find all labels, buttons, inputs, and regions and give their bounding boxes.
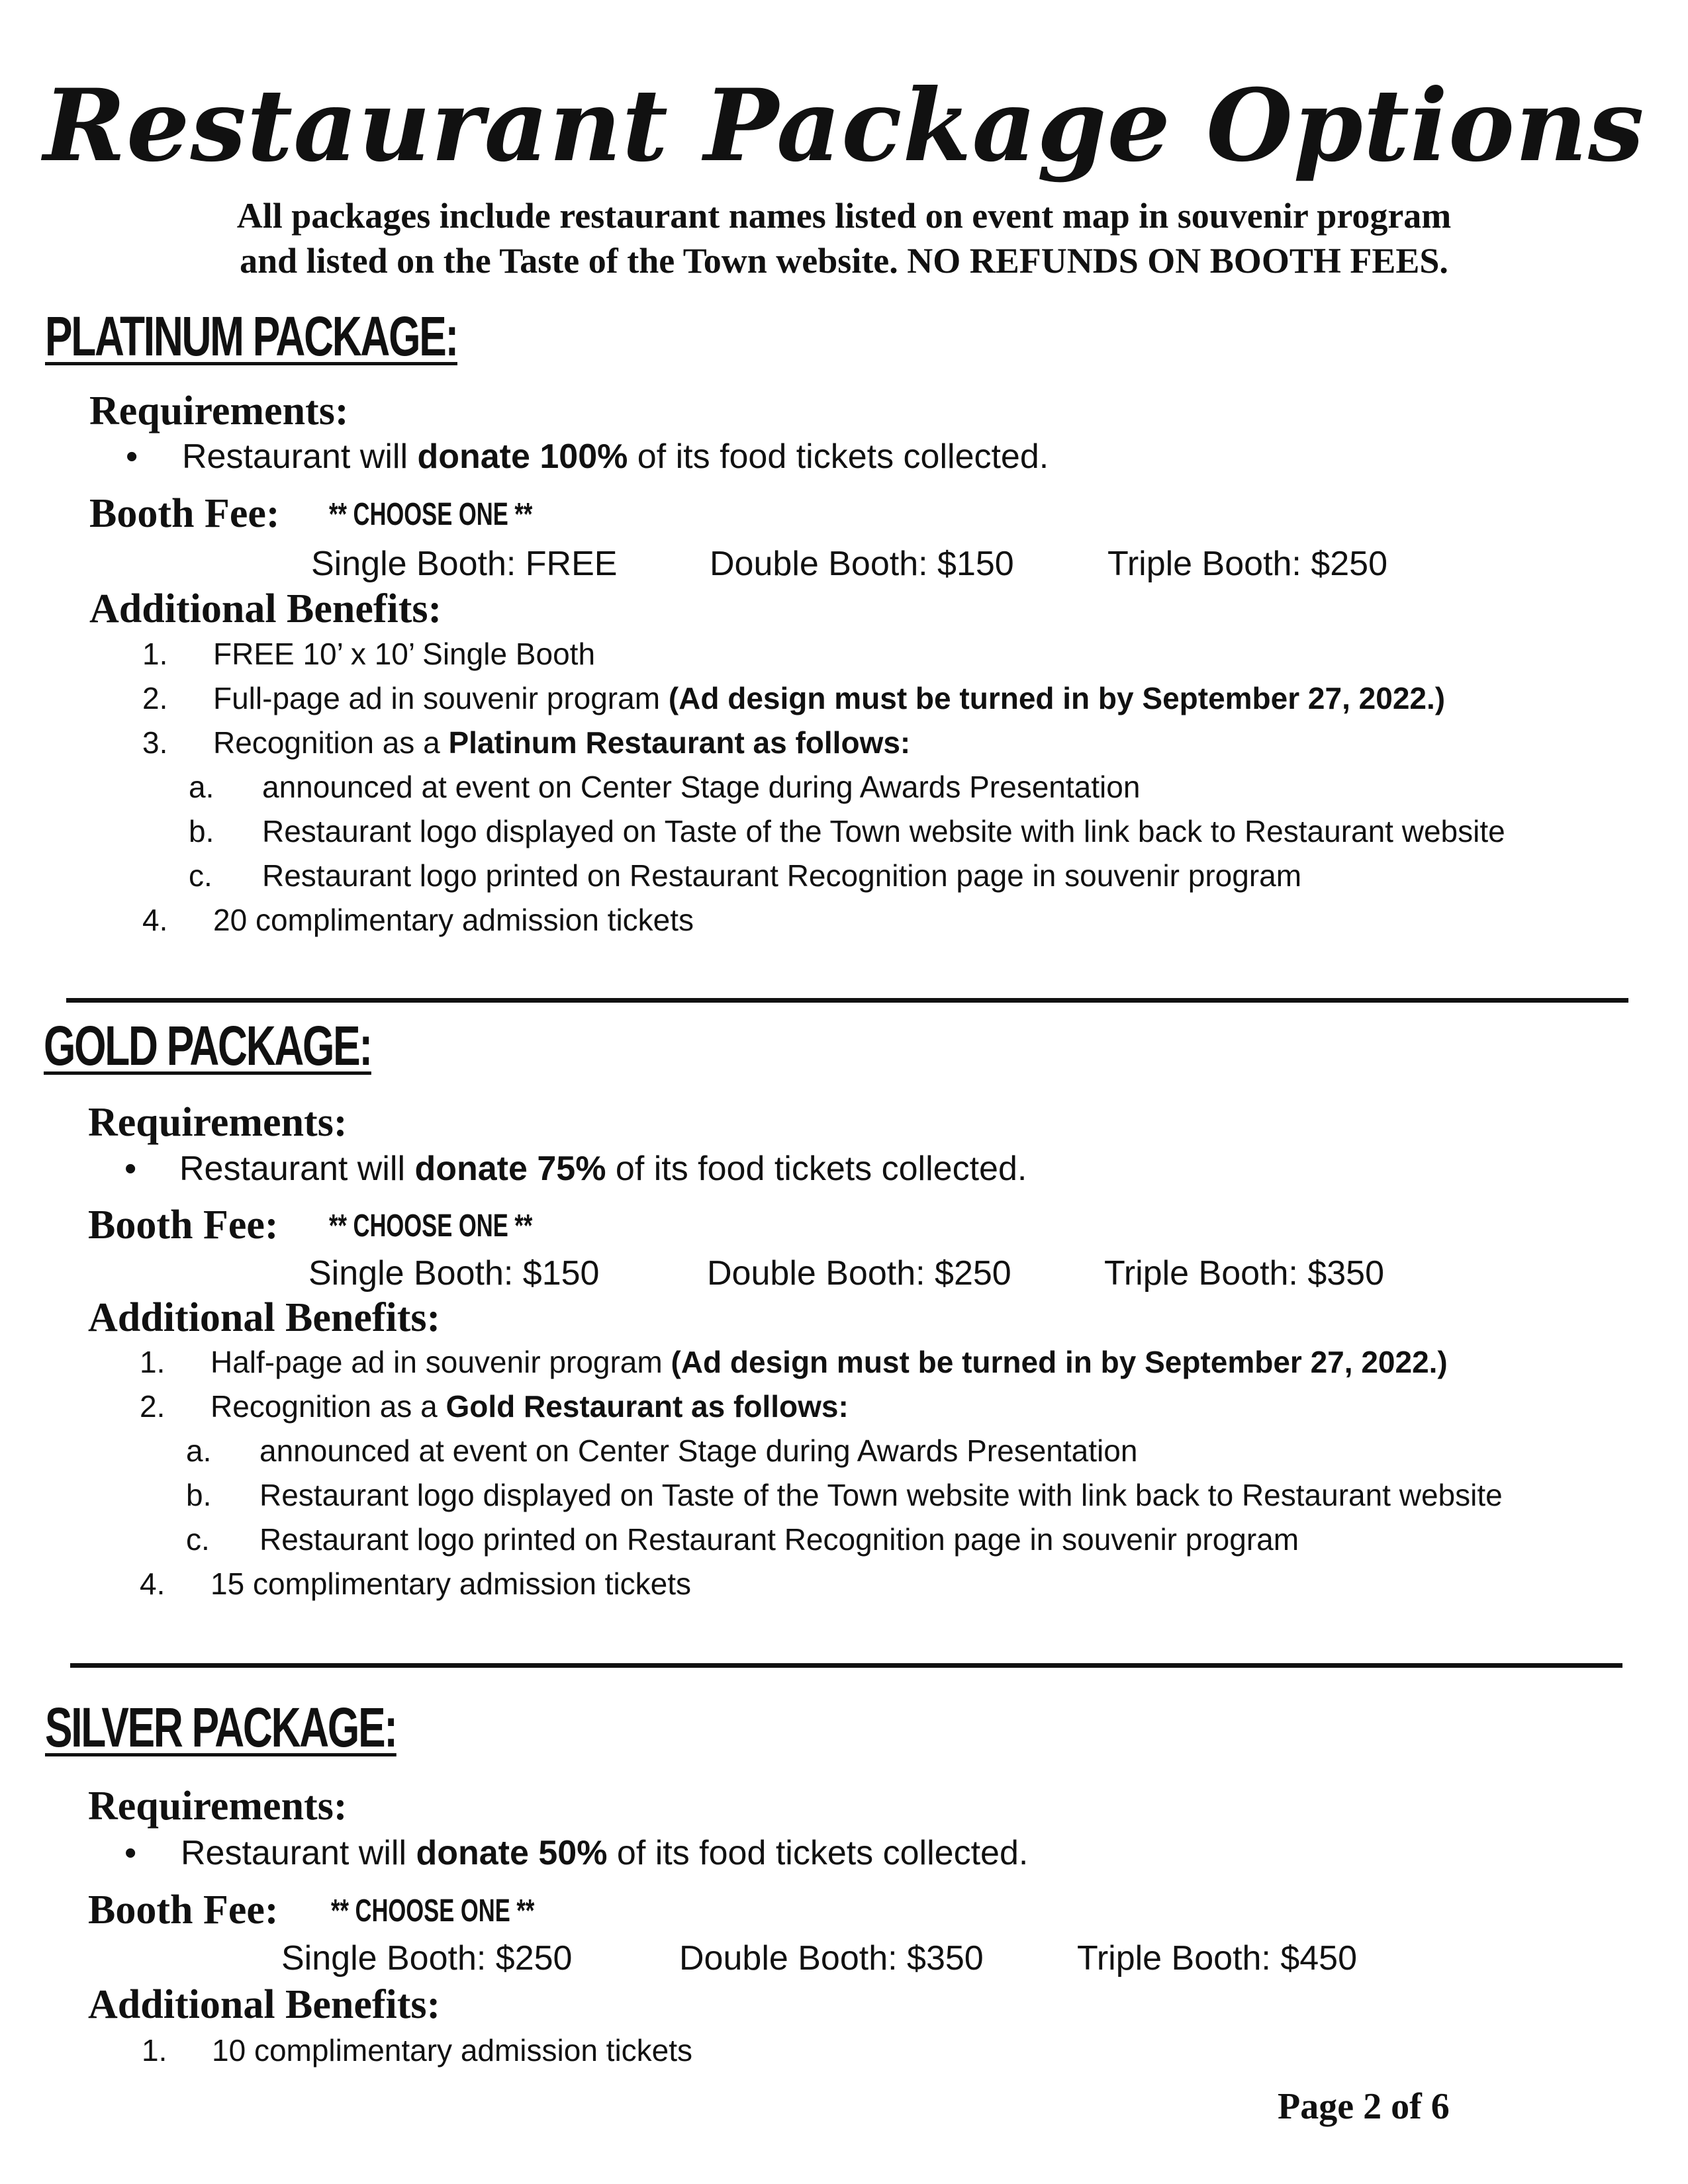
- list-number: 4.: [140, 1567, 165, 1601]
- platinum-fee-single: Single Booth: FREE: [311, 545, 618, 583]
- silver-fee-triple: Triple Booth: $450: [1077, 1939, 1358, 1978]
- gold-sub-c: Restaurant logo printed on Restaurant Recognition page in souvenir program: [259, 1522, 1299, 1557]
- list-letter: a.: [189, 770, 214, 804]
- platinum-sub-a: announced at event on Center Stage during Awards Presentation: [262, 770, 1141, 804]
- list-number: 3.: [142, 725, 168, 760]
- gold-requirements-heading: Requirements:: [88, 1100, 348, 1145]
- bullet-icon: •: [126, 437, 138, 476]
- gold-title: GOLD PACKAGE:: [44, 1015, 371, 1077]
- platinum-benefits-heading: Additional Benefits:: [89, 586, 442, 631]
- section-divider: [66, 998, 1628, 1003]
- silver-title: SILVER PACKAGE:: [45, 1696, 397, 1758]
- gold-benefit-1: Half-page ad in souvenir program (Ad design must be turned in by September 27, 2022.): [211, 1345, 1448, 1379]
- gold-sub-b: Restaurant logo displayed on Taste of the Town website with link back to Restaurant website: [259, 1478, 1503, 1512]
- silver-fee-double: Double Booth: $350: [679, 1939, 984, 1978]
- platinum-sub-b: Restaurant logo displayed on Taste of the Town website with link back to Restaurant website: [262, 814, 1505, 848]
- list-letter: b.: [186, 1478, 212, 1512]
- gold-choose-one: ** CHOOSE ONE **: [329, 1208, 533, 1244]
- gold-requirement: Restaurant will donate 75% of its food tickets collected.: [179, 1150, 1027, 1188]
- silver-fee-single: Single Booth: $250: [281, 1939, 573, 1978]
- platinum-requirement: Restaurant will donate 100% of its food tickets collected.: [182, 437, 1049, 476]
- subtitle-line-1: All packages include restaurant names listed on event map in souvenir program: [236, 196, 1452, 236]
- platinum-choose-one: ** CHOOSE ONE **: [329, 497, 533, 532]
- gold-booth-fee-heading: Booth Fee:: [88, 1203, 279, 1248]
- platinum-fee-triple: Triple Booth: $250: [1107, 545, 1388, 583]
- platinum-benefit-3: Recognition as a Platinum Restaurant as follows:: [213, 725, 911, 760]
- silver-choose-one: ** CHOOSE ONE **: [331, 1893, 535, 1929]
- gold-fee-triple: Triple Booth: $350: [1104, 1254, 1385, 1293]
- list-letter: c.: [186, 1522, 210, 1557]
- section-divider: [70, 1663, 1622, 1668]
- silver-benefits-heading: Additional Benefits:: [88, 1982, 441, 2027]
- silver-requirements-heading: Requirements:: [88, 1784, 348, 1829]
- subtitle-line-2: and listed on the Taste of the Town website. NO REFUNDS ON BOOTH FEES.: [240, 241, 1448, 281]
- gold-benefits-heading: Additional Benefits:: [88, 1295, 441, 1340]
- list-number: 1.: [142, 2033, 167, 2068]
- platinum-title: PLATINUM PACKAGE:: [45, 305, 457, 367]
- platinum-benefit-1: FREE 10’ x 10’ Single Booth: [213, 637, 596, 671]
- silver-benefit-1: 10 complimentary admission tickets: [212, 2033, 693, 2068]
- list-number: 4.: [142, 903, 168, 937]
- platinum-benefit-4: 20 complimentary admission tickets: [213, 903, 694, 937]
- gold-benefit-4: 15 complimentary admission tickets: [211, 1567, 692, 1601]
- gold-benefit-2: Recognition as a Gold Restaurant as follows:: [211, 1389, 849, 1424]
- list-number: 1.: [142, 637, 168, 671]
- gold-sub-a: announced at event on Center Stage during Awards Presentation: [259, 1433, 1138, 1468]
- gold-fee-double: Double Booth: $250: [707, 1254, 1011, 1293]
- bullet-icon: •: [124, 1834, 137, 1872]
- page-number: Page 2 of 6: [1278, 2086, 1450, 2127]
- bullet-icon: •: [124, 1150, 137, 1188]
- list-number: 2.: [140, 1389, 165, 1424]
- platinum-requirements-heading: Requirements:: [89, 388, 349, 433]
- platinum-sub-c: Restaurant logo printed on Restaurant Recognition page in souvenir program: [262, 858, 1302, 893]
- silver-booth-fee-heading: Booth Fee:: [88, 1888, 279, 1933]
- platinum-booth-fee-heading: Booth Fee:: [89, 491, 280, 536]
- list-number: 2.: [142, 681, 168, 715]
- list-letter: a.: [186, 1433, 212, 1468]
- list-letter: b.: [189, 814, 214, 848]
- list-number: 1.: [140, 1345, 165, 1379]
- platinum-benefit-2: Full-page ad in souvenir program (Ad design must be turned in by September 27, 2022.): [213, 681, 1446, 715]
- platinum-fee-double: Double Booth: $150: [710, 545, 1014, 583]
- list-letter: c.: [189, 858, 212, 893]
- gold-fee-single: Single Booth: $150: [308, 1254, 600, 1293]
- silver-requirement: Restaurant will donate 50% of its food tickets collected.: [181, 1834, 1029, 1872]
- page-title: Restaurant Package Options: [43, 68, 1645, 184]
